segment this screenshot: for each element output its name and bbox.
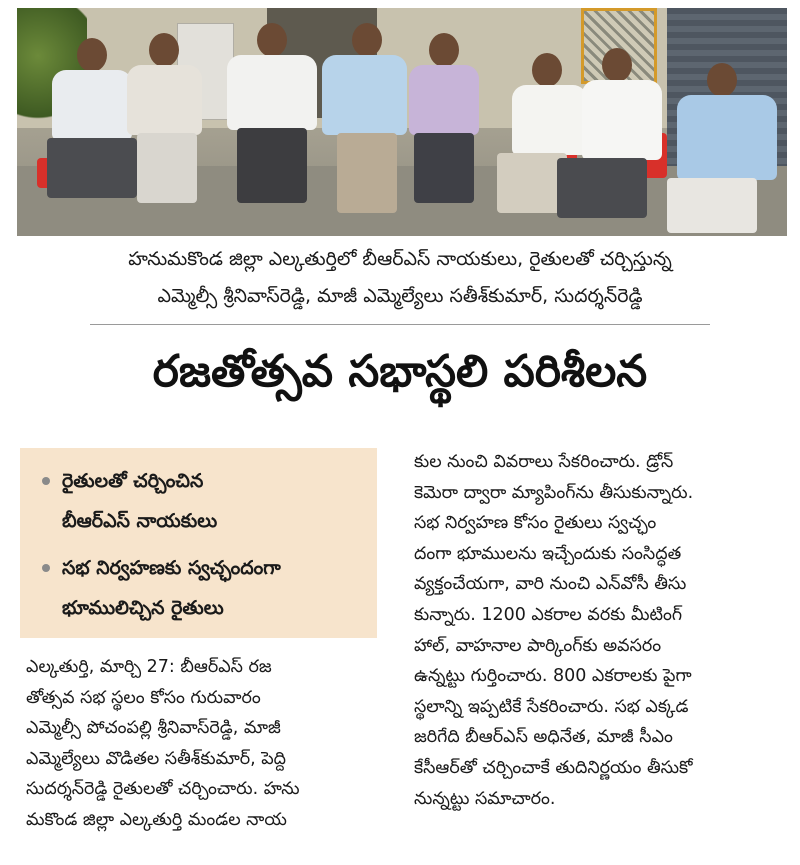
highlight-line: బీఆర్ఎస్ నాయకులు bbox=[62, 510, 218, 532]
article-line: హాల్, వాహనాల పార్కింగ్‌కు అవసరం bbox=[414, 635, 662, 656]
article-line: ఉన్నట్టు గుర్తించారు. 800 ఎకరాలకు పైగా bbox=[414, 666, 692, 687]
article-line: కుల నుంచి వివరాలు సేకరించారు. డ్రోన్ bbox=[414, 452, 674, 472]
article-line: ఎమ్మెల్యేలు వొడితల సతీశ్‌కుమార్, పెద్ది bbox=[26, 748, 287, 769]
article-line: తోత్సవ సభ స్థలం కోసం గురువారం bbox=[26, 687, 261, 708]
highlights-box bbox=[20, 448, 377, 638]
article-column-left bbox=[26, 652, 386, 836]
article-line: సభ నిర్వహణ కోసం రైతులు స్వచ్ఛం bbox=[414, 513, 657, 534]
photo-caption-line-1: హనుమకొండ జిల్లా ఎల్కతుర్తిలో బీఆర్ఎస్ నాయకులు, రైతులతో చర్చిస్తున్న bbox=[128, 248, 672, 270]
article-line: మకొండ జిల్లా ఎల్కతుర్తి మండల నాయ bbox=[26, 809, 287, 830]
article-line: కున్నారు. 1200 ఎకరాల వరకు మీటింగ్ bbox=[414, 604, 683, 625]
article-line: స్థలాన్ని ఇప్పటికే సేకరించారు. సభ ఎక్కడ bbox=[414, 696, 689, 717]
bullet-icon bbox=[42, 477, 50, 485]
photo-caption-line-2: ఎమ్మెల్సీ శ్రీనివాస్‌రెడ్డి, మాజీ ఎమ్మెల్యేలు సతీశ్‌కుమార్, సుదర్శన్‌రెడ్డి bbox=[157, 285, 643, 307]
article-line: కేసీఆర్‌తో చర్చించాకే తుదినిర్ణయం తీసుకో bbox=[414, 757, 693, 778]
article-line: జరిగేది బీఆర్ఎస్ అధినేత, మాజీ సీఎం bbox=[414, 727, 673, 748]
article-line: కెమెరా ద్వారా మ్యాపింగ్‌ను తీసుకున్నారు. bbox=[414, 482, 694, 503]
highlight-line: భూములిచ్చిన రైతులు bbox=[62, 597, 224, 619]
article-line: సుదర్శన్‌రెడ్డి రైతులతో చర్చించారు. హను bbox=[26, 779, 300, 800]
headline: రజతోత్సవ సభాస్థలి పరిశీలన bbox=[152, 346, 648, 397]
article-line: ఎల్కతుర్తి, మార్చి 27: బీఆర్ఎస్ రజ bbox=[26, 657, 272, 677]
article-column-right bbox=[414, 447, 784, 814]
bullet-icon bbox=[42, 564, 50, 572]
highlight-line: సభ నిర్వహణకు స్వచ్ఛందంగా bbox=[62, 557, 281, 579]
news-photo bbox=[17, 8, 787, 236]
article-line: దంగా భూములను ఇచ్చేందుకు సంసిద్ధత bbox=[414, 543, 682, 564]
highlight-line: రైతులతో చర్చించిన bbox=[62, 470, 204, 492]
article-line: వ్యక్తంచేయగా, వారి నుంచి ఎన్‌వోసీ తీసు bbox=[414, 574, 687, 595]
article-line: నున్నట్టు సమాచారం. bbox=[414, 788, 556, 809]
caption-divider bbox=[90, 324, 710, 325]
article-line: ఎమ్మెల్సీ పోచంపల్లి శ్రీనివాస్‌రెడ్డి, మాజీ bbox=[26, 718, 281, 739]
